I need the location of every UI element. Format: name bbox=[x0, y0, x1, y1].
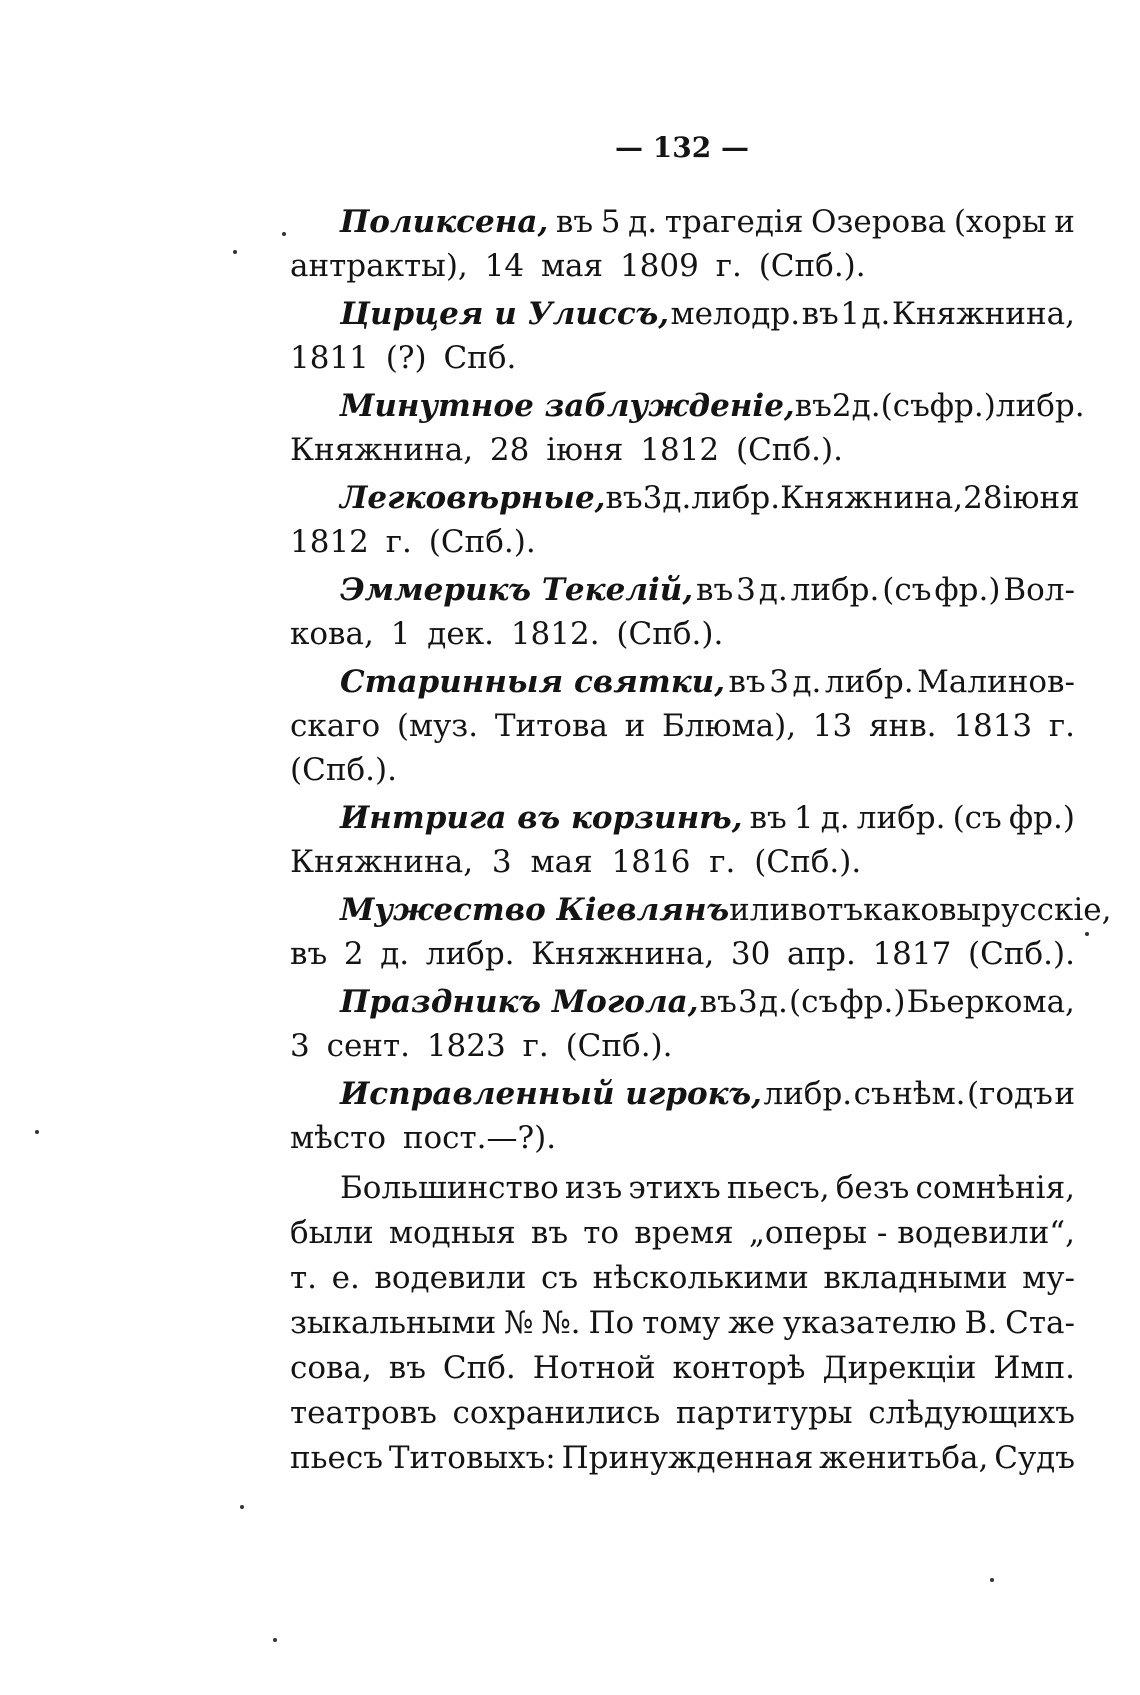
word: апр. bbox=[786, 936, 856, 972]
word: безъ bbox=[835, 1170, 910, 1206]
word: 5 bbox=[600, 204, 621, 240]
word: 1823 bbox=[426, 1028, 506, 1064]
word: Княжнина, bbox=[290, 844, 474, 880]
word: 2 bbox=[831, 388, 852, 424]
scan-speck bbox=[282, 232, 286, 236]
word: пьесъ bbox=[290, 1440, 383, 1476]
word: либр. bbox=[856, 800, 946, 836]
word: слѣдующихъ bbox=[868, 1395, 1075, 1431]
word: въ bbox=[749, 800, 787, 836]
word: пост.—?). bbox=[402, 1120, 557, 1156]
word: партитуры bbox=[675, 1395, 853, 1431]
paragraph-line-1 bbox=[340, 1168, 1075, 1208]
entry-3-line-2 bbox=[290, 430, 843, 470]
entry-6-line-3 bbox=[290, 750, 397, 790]
word: съ bbox=[853, 1076, 891, 1112]
word: сова, bbox=[290, 1350, 372, 1386]
word: вотъ bbox=[790, 892, 864, 928]
word: г. bbox=[709, 844, 736, 880]
entry-4-line-1 bbox=[340, 478, 1080, 518]
word: нѣм. bbox=[892, 1076, 966, 1112]
entry-9-line-2 bbox=[290, 1026, 673, 1066]
entry-6-line-1 bbox=[340, 662, 1075, 702]
word: 1 bbox=[390, 616, 411, 652]
word: 30 bbox=[730, 936, 771, 972]
word: конторѣ bbox=[672, 1350, 806, 1386]
word: г. bbox=[385, 524, 412, 560]
paragraph-line-2 bbox=[290, 1213, 1075, 1253]
word: мая bbox=[540, 248, 604, 284]
word: фр.) bbox=[1008, 800, 1075, 836]
word: и bbox=[624, 708, 646, 744]
word: Озерова bbox=[811, 204, 947, 240]
word: въ bbox=[728, 664, 766, 700]
entry-8-line-2 bbox=[290, 934, 1075, 974]
word: трагедія bbox=[664, 204, 804, 240]
word: д. bbox=[861, 296, 891, 332]
word: Бьеркома, bbox=[906, 984, 1075, 1020]
word: д. bbox=[662, 480, 692, 516]
word: въ bbox=[555, 204, 594, 240]
word: кова, bbox=[290, 616, 374, 652]
word: 3 bbox=[290, 1028, 310, 1064]
word: сохранились bbox=[452, 1395, 661, 1431]
word: № bbox=[504, 1305, 534, 1341]
work-title: Легковѣрные, bbox=[340, 480, 606, 516]
word: Ста- bbox=[1005, 1305, 1075, 1341]
word: 28 bbox=[489, 432, 530, 468]
work-title: Поликсена, bbox=[340, 204, 549, 240]
word: Княжнина, bbox=[290, 432, 474, 468]
word: или bbox=[729, 892, 791, 928]
word: указателю bbox=[782, 1305, 957, 1341]
word: зыкальными bbox=[290, 1305, 497, 1341]
word: сомнѣнія, bbox=[915, 1170, 1075, 1206]
word: №. bbox=[541, 1305, 581, 1341]
word: д. bbox=[851, 388, 881, 424]
word: 14 bbox=[484, 248, 525, 284]
word: Вол- bbox=[1003, 572, 1075, 608]
word: Судъ bbox=[994, 1440, 1075, 1476]
word: каковы bbox=[863, 892, 982, 928]
word: янв. bbox=[868, 708, 937, 744]
word: Титова bbox=[494, 708, 608, 744]
paragraph-line-5 bbox=[290, 1348, 1075, 1388]
entry-6-line-2 bbox=[290, 706, 1075, 746]
entry-10-line-1 bbox=[340, 1074, 1075, 1114]
word: (Спб.). bbox=[967, 936, 1075, 972]
word: либр. bbox=[790, 572, 880, 608]
scan-speck bbox=[233, 250, 237, 254]
word: Спб. bbox=[443, 340, 517, 376]
word: 1812 bbox=[290, 524, 369, 560]
word: д. bbox=[628, 204, 658, 240]
word: въ bbox=[388, 1350, 426, 1386]
word: (?) bbox=[385, 340, 427, 376]
word: въ bbox=[696, 572, 734, 608]
entry-1-line-1 bbox=[340, 202, 1075, 242]
entry-10-line-2 bbox=[290, 1118, 556, 1158]
word: д. bbox=[820, 800, 850, 836]
paragraph-line-7 bbox=[290, 1438, 1075, 1478]
word: Дирекціи bbox=[822, 1350, 977, 1386]
paragraph-line-4 bbox=[290, 1303, 1075, 1343]
word: (съ bbox=[880, 388, 930, 424]
word: Имп. bbox=[993, 1350, 1075, 1386]
word: 1809 bbox=[619, 248, 699, 284]
word: русскіе, bbox=[981, 892, 1112, 928]
entry-7-line-1 bbox=[340, 798, 1075, 838]
word: 1811 bbox=[290, 340, 369, 376]
word: (Спб.). bbox=[758, 248, 866, 284]
word: модныя bbox=[388, 1215, 516, 1251]
word: 1817 bbox=[872, 936, 952, 972]
word: женитьба, bbox=[819, 1440, 989, 1476]
word: Княжнина, bbox=[891, 296, 1075, 332]
word: нѣсколькими bbox=[592, 1260, 809, 1296]
word: фр.) bbox=[934, 572, 1001, 608]
word: либр. bbox=[763, 1076, 853, 1112]
word: 28 bbox=[963, 480, 1003, 516]
word: д. bbox=[758, 572, 788, 608]
word: (Спб.). bbox=[565, 1028, 673, 1064]
word: (годъ bbox=[967, 1076, 1053, 1112]
word: въ bbox=[801, 296, 839, 332]
scan-speck bbox=[240, 1505, 244, 1509]
word: фр.) bbox=[929, 388, 996, 424]
entry-2-line-1 bbox=[340, 294, 1075, 334]
entry-9-line-1 bbox=[340, 982, 1075, 1022]
word: 1 bbox=[793, 800, 814, 836]
word: д. bbox=[792, 664, 822, 700]
scan-speck bbox=[990, 1578, 994, 1582]
word: д. bbox=[380, 936, 410, 972]
word: Спб. bbox=[442, 1350, 516, 1386]
word: г. bbox=[522, 1028, 549, 1064]
word: мелодр. bbox=[670, 296, 801, 332]
word: Блюма), bbox=[662, 708, 797, 744]
scan-speck bbox=[1085, 932, 1089, 936]
word: (съ bbox=[882, 572, 932, 608]
word: г. bbox=[715, 248, 742, 284]
word: 3 bbox=[491, 844, 512, 880]
word: 3 bbox=[769, 664, 789, 700]
word: фр.) bbox=[839, 984, 906, 1020]
work-title: Интрига въ корзинѣ, bbox=[340, 800, 743, 836]
word: (хоры bbox=[953, 204, 1047, 240]
word: г. bbox=[1048, 708, 1075, 744]
word: скаго bbox=[290, 708, 381, 744]
word: іюня bbox=[1002, 480, 1080, 516]
word: д. bbox=[758, 984, 788, 1020]
paragraph-line-3 bbox=[290, 1258, 1075, 1298]
word: 1812. bbox=[510, 616, 600, 652]
entry-5-line-1 bbox=[340, 570, 1075, 610]
word: либр. bbox=[691, 480, 781, 516]
word: въ bbox=[530, 1215, 569, 1251]
word: этихъ bbox=[628, 1170, 721, 1206]
work-title: Старинныя святки, bbox=[340, 664, 726, 700]
paragraph-line-6 bbox=[290, 1393, 1075, 1433]
word: Титовыхъ: bbox=[388, 1440, 556, 1476]
word: (Спб.). bbox=[290, 752, 397, 788]
work-title: Минутное заблужденіе, bbox=[340, 388, 795, 424]
word: (муз. bbox=[396, 708, 479, 744]
word: е. bbox=[331, 1260, 360, 1296]
entry-7-line-2 bbox=[290, 842, 861, 882]
word: водевили bbox=[374, 1260, 527, 1296]
word: 1813 bbox=[953, 708, 1033, 744]
word: въ bbox=[794, 388, 832, 424]
word: сент. bbox=[326, 1028, 410, 1064]
word: 1 bbox=[840, 296, 860, 332]
work-title: Эммерикъ Текелій, bbox=[340, 572, 694, 608]
word: Княжнина, bbox=[780, 480, 964, 516]
word: съ bbox=[540, 1260, 579, 1296]
word: въ bbox=[605, 480, 643, 516]
word: въ bbox=[699, 984, 737, 1020]
work-title: Мужество Кіевлянъ bbox=[340, 892, 730, 928]
word: и bbox=[1054, 204, 1075, 240]
word: 1812 bbox=[640, 432, 720, 468]
work-title: Исправленный игрокъ, bbox=[340, 1076, 762, 1112]
word: В. bbox=[964, 1305, 998, 1341]
word: Большинство bbox=[340, 1170, 559, 1206]
word: время bbox=[634, 1215, 734, 1251]
word: изъ bbox=[564, 1170, 623, 1206]
entry-8-line-1 bbox=[340, 890, 1112, 930]
word: іюня bbox=[546, 432, 624, 468]
word: 3 bbox=[738, 984, 758, 1020]
page-number: — 132 — bbox=[615, 131, 749, 164]
word: (Спб.). bbox=[735, 432, 843, 468]
word: (съ bbox=[952, 800, 1002, 836]
word: 3 bbox=[736, 572, 756, 608]
word: 13 bbox=[812, 708, 853, 744]
word: Принужденная bbox=[561, 1440, 814, 1476]
word: либр. bbox=[995, 388, 1085, 424]
word: антракты), bbox=[290, 248, 468, 284]
entry-1-line-2 bbox=[290, 246, 866, 286]
word: вкладными bbox=[823, 1260, 1008, 1296]
word: Княжнина, bbox=[531, 936, 715, 972]
work-title: Праздникъ Могола, bbox=[340, 984, 699, 1020]
word: „оперы - водевили“, bbox=[748, 1215, 1075, 1251]
word: 3 bbox=[642, 480, 663, 516]
word: (Спб.). bbox=[616, 616, 724, 652]
word: (Спб.). bbox=[754, 844, 862, 880]
word: дек. bbox=[427, 616, 494, 652]
entry-3-line-1 bbox=[340, 386, 1085, 426]
word: т. bbox=[290, 1260, 318, 1296]
word: (Спб.). bbox=[428, 524, 536, 560]
scan-speck bbox=[273, 1638, 277, 1642]
entry-4-line-2 bbox=[290, 522, 536, 562]
word: то bbox=[583, 1215, 620, 1251]
word: тому bbox=[642, 1305, 721, 1341]
entry-5-line-2 bbox=[290, 614, 723, 654]
word: пьесъ, bbox=[726, 1170, 830, 1206]
word: 1816 bbox=[611, 844, 691, 880]
entry-2-line-2 bbox=[290, 338, 516, 378]
word: же bbox=[728, 1305, 776, 1341]
word: Нотной bbox=[532, 1350, 656, 1386]
word: Малинов- bbox=[917, 664, 1075, 700]
word: мая bbox=[530, 844, 593, 880]
word: 2 bbox=[343, 936, 364, 972]
word: были bbox=[290, 1215, 374, 1251]
scan-speck bbox=[35, 1130, 39, 1134]
word: мѣсто bbox=[290, 1120, 386, 1156]
word: театровъ bbox=[290, 1395, 437, 1431]
word: либр. bbox=[425, 936, 515, 972]
word: му- bbox=[1022, 1260, 1075, 1296]
word: и bbox=[1054, 1076, 1075, 1112]
word: либр. bbox=[824, 664, 914, 700]
work-title: Цирцея и Улиссъ, bbox=[340, 296, 670, 332]
word: (съ bbox=[789, 984, 839, 1020]
word: въ bbox=[290, 936, 328, 972]
word: По bbox=[588, 1305, 635, 1341]
